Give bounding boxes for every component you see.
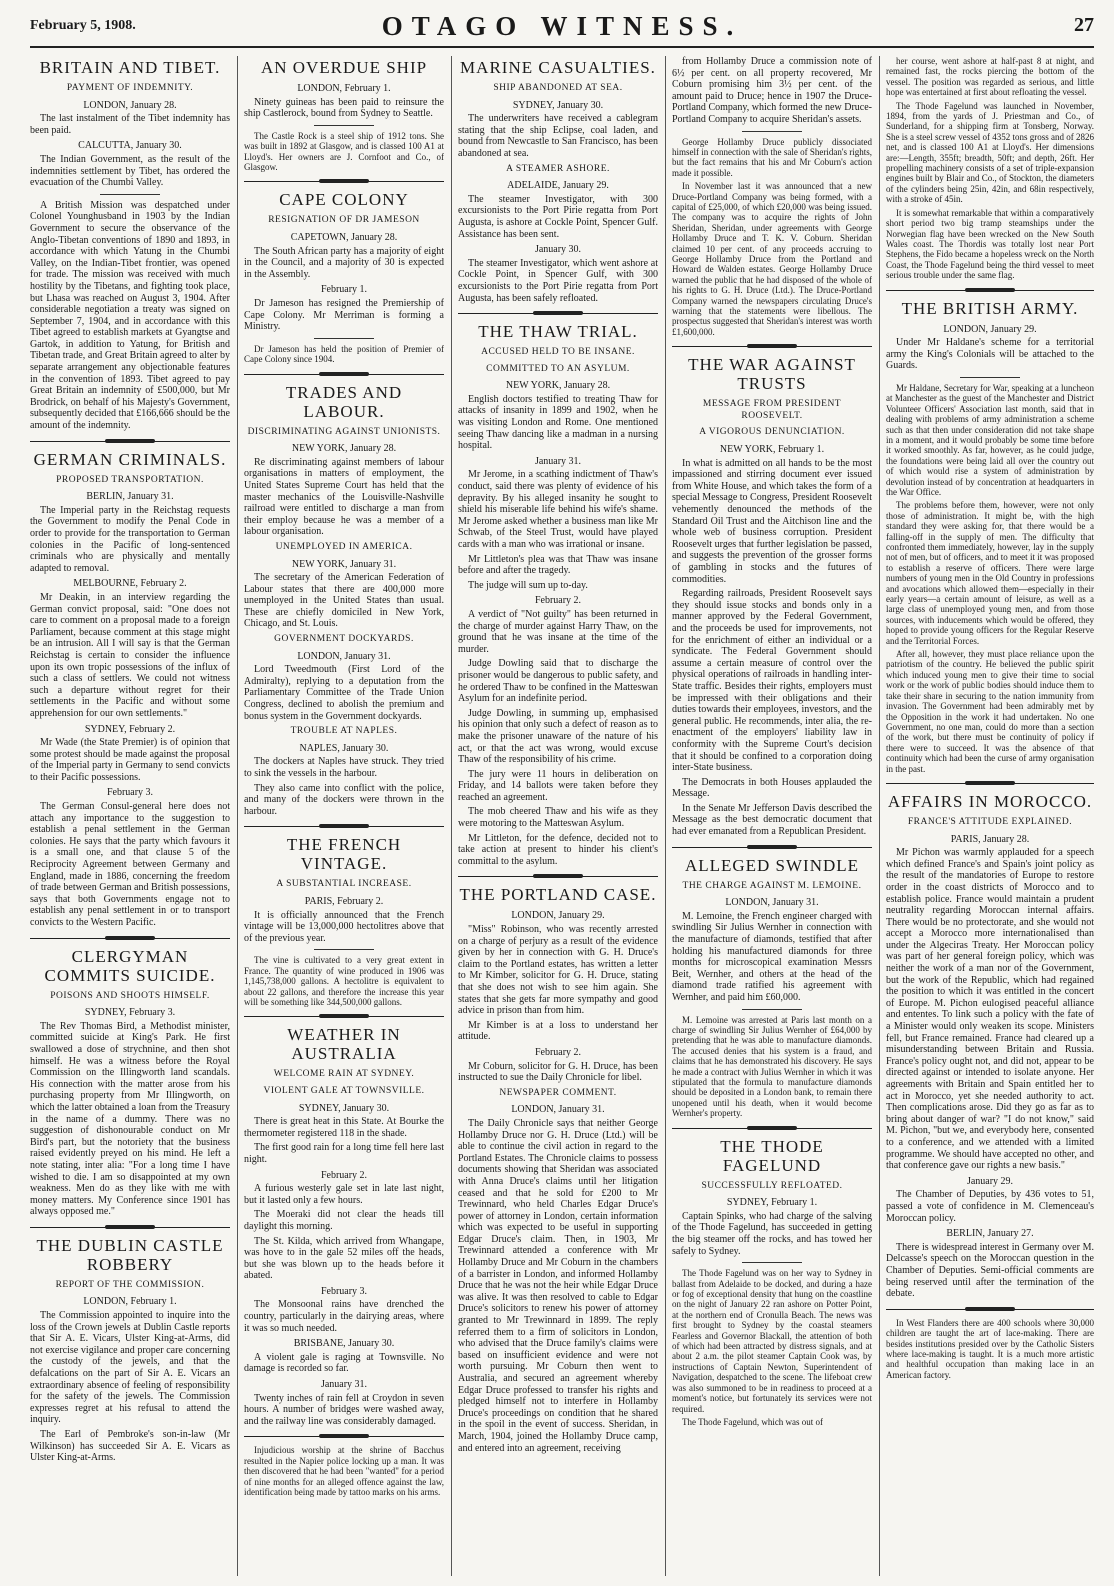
article-subheading: A STEAMER ASHORE. <box>506 163 610 174</box>
article-headline: CAPE COLONY <box>279 190 409 210</box>
article-headline: THE DUBLIN CASTLE ROBBERY <box>36 1235 224 1274</box>
article-paragraph: The South African party has a majority of eight in the Council, and a majority of 30 is expected in the Assembly. <box>244 245 444 280</box>
article-paragraph: In the Senate Mr Jefferson Davis described the Message as the best democratic document that had ever emanated from a Republican President. <box>672 802 872 838</box>
dateline: February 2. <box>534 595 582 607</box>
article-separator <box>244 826 444 827</box>
article-subheading: RESIGNATION OF DR JAMESON <box>268 215 420 226</box>
article-subheading: PAYMENT OF INDEMNITY. <box>66 83 194 93</box>
article-paragraph: Lord Tweedmouth (First Lord of the Admiralty), replying to a deputation from the Parliamentary Committee of the Trade Union Congress, declined to abolish the premium and bonus system in the Government dockyards. <box>244 664 444 722</box>
issue-date: February 5, 1908. <box>30 18 136 33</box>
article-headline: AN OVERDUE SHIP <box>260 58 428 77</box>
article-subheading: A VIGOROUS DENUNCIATION. <box>699 427 845 438</box>
article-subheading: COMMITTED TO AN ASYLUM. <box>486 363 630 374</box>
dateline: LONDON, January 31. <box>725 897 819 909</box>
article-headline: TRADES AND LABOUR. <box>285 382 403 421</box>
article-subheading: PROPOSED TRANSPORTATION. <box>56 474 204 485</box>
masthead <box>30 6 1094 48</box>
article-paragraph: The vine is cultivated to a very great extent in France. The quantity of wine produced in 1906 was 1,145,738,000 gallons. A hectolitre is equivalent to about 22 gallons, and therefore the increase this year will be something like 344,500,000 gallons. <box>244 955 444 1007</box>
dateline: SYDNEY, February 3. <box>84 1007 176 1019</box>
dateline: LONDON, January 31. <box>511 1104 605 1116</box>
article-paragraph: George Hollamby Druce publicly dissociated himself in connection with the sale of Sheridan's rights, but the fact remains that his and Mr Coburn's action made it possible. <box>672 136 872 178</box>
column-1 <box>30 56 230 1576</box>
short-rule <box>314 125 374 126</box>
article-paragraph: Mr Deakin, in an interview regarding the German convict proposal, said: "One does not care to comment on a proposal made to a foreign Parliament, because comment at this stage might be an intrusion. All I will say is that the German Reichstag is certain to consider the influence upon its own tropic possessions of the influx of such a class of settlers. We could not witness such a departure without regret for their settlements in the Pacific and without some apprehension for our own settlements." <box>30 591 230 719</box>
dateline: NEW YORK, February 1. <box>719 444 825 456</box>
article-headline: THE PORTLAND CASE. <box>459 885 657 905</box>
article-paragraph: The underwriters have received a cablegram stating that the ship Eclipse, coal laden, and bound from Newcastle to San Francisco, has been abandoned at sea. <box>458 113 658 159</box>
article-paragraph: The problems before them, however, were not only those of administration. It might be, with the high standard they were asking for, that there would be a falling-off in the supply of men. The difficulty that confronted them immediately, however, lay in the supply not of men, but of officers, and to meet it it was proposed to establish a reserve of officers. There were large numbers of young men in the Old Country in professions and avocations which allowed them—especially in their early years—a certain amount of leisure, as well as a large class of unemployed young men, and from those sources, with inducements which would be offered, they hoped to provide young officers for the Regular Reserve and the Territorial Forces. <box>886 500 1094 646</box>
article-paragraph: The Thode Fagelund was launched in November, 1894, from the yards of J. Priestman and Co., of Sunderland, for a shipping firm at Tonsberg, Norway. She is a steel screw vessel of 4352 tons gross and of 2826 net, and is classed 100 A1 at Lloyd's. Her dimensions are:—Length, 355ft; breadth, 50ft; and depth, 26ft. Her propelling machinery consists of a set of triple-expansion engines built by Blair and Co., of Stockton, the diameters of the cylinders being 25in, 42in, and 68in respectively, with a stroke of 45in. <box>886 100 1094 205</box>
article-paragraph: The Monsoonal rains have drenched the country, particularly in the dairying areas, where it was so much needed. <box>244 1299 444 1334</box>
dateline: February 2. <box>534 1046 582 1058</box>
newspaper-title: OTAGO WITNESS. <box>381 11 743 41</box>
article-paragraph: The Rev Thomas Bird, a Methodist minister, committed suicide at King's Park. He first swallowed a dose of strychnine, and then shot himself. He was a witness before the Royal Commission on the Illingworth land scandals. His connection with the matter arose from his purchasing property from Mr Illingworth, on which the latter obtained a loan from the Treasury in the name of a dummy. There was no suggestion of dishonourable conduct on Mr Bird's part, but the notoriety that the business raised evidently preyed on his mind. He left a note stating, inter alia: "For a long time I have wished to die. I am so disappointed at my own weakness. Men do as they like with me with money matters. My Conference since 1901 has always opposed me." <box>30 1020 230 1218</box>
article-paragraph: Dr Jameson has resigned the Premiership of Cape Colony. Mr Merriman is forming a Ministry. <box>244 297 444 333</box>
article-subheading: WELCOME RAIN AT SYDNEY. <box>273 1069 415 1080</box>
dateline: ADELAIDE, January 29. <box>507 180 609 192</box>
article-paragraph: It is somewhat remarkable that within a comparatively short period two big tramp steamships under the Norwegian flag have been wrecked on the New South Wales coast. The Thordis was totally lost near Port Stephens, the Fido became a hopeless wreck on the North Coast, the Thode Fagelund being the third vessel to meet serious trouble under the same flag. <box>886 207 1094 281</box>
article-subheading: MESSAGE FROM PRESIDENT ROOSEVELT. <box>702 399 842 421</box>
article-paragraph: Mr Haldane, Secretary for War, speaking at a luncheon at Manchester as the guest of the Manchester and District Volunteer Officers' Association last month, said that in dealing with problems of army administration a scheme such as that then under consideration did not take shape in a moment, and it would probably be some time before it worked smoothly. As far, however, as he could judge, the foundations were being laid all over the country out of which would rise a system of administration by devolution instead of by concentration at headquarters in the War Office. <box>886 382 1094 497</box>
dateline: January 30. <box>534 244 582 256</box>
article-subheading: ACCUSED HELD TO BE INSANE. <box>481 347 635 358</box>
article-separator <box>672 346 872 347</box>
article-paragraph: The Thode Fagelund was on her way to Sydney in ballast from Adelaide to be docked, and during a haze or fog of exceptional density that hung on the coastline on the night of January 22 ran ashore on Potter Point, at the northern end of Cronulla Beach. The news was first brought to Sydney by the coastal steamers Fearless and Governor Blackall, the attention of both of which had been attracted by distress signals, and at about 2 a.m. the pilot steamer Captain Cook was, by instructions of Captain Newton, Superintendent of Navigation, despatched to the scene. The lifeboat crew was also summoned to be in readiness to proceed at a moment's notice, but fortunately its services were not required. <box>672 1268 872 1414</box>
dateline: February 2. <box>320 1169 368 1181</box>
dateline: CAPETOWN, January 28. <box>290 232 398 243</box>
dateline: MELBOURNE, February 2. <box>73 578 187 590</box>
dateline: January 29. <box>966 1175 1014 1187</box>
article-paragraph: Mr Jerome, in a scathing indictment of Thaw's conduct, said there was plenty of evidence of his depravity. By his alleged insanity he sought to shield his miserable life behind his wife's shame. Mr Jerome asked whether a business man like Mr Schwab, of the Steel Trust, would have played cards with a man who was irrational or insane. <box>458 469 658 550</box>
article-paragraph: The St. Kilda, which arrived from Whangape, was hove to in the gale 52 miles off the heads, but she was blown up to the heads before it abated. <box>244 1235 444 1282</box>
article-paragraph: "Miss" Robinson, who was recently arrested on a charge of perjury as a result of the evidence given by her in connection with G. H. Druce's claim to the Portland estates, has written a letter to Mr Kimber, solicitor for G. H. Druce, stating that she does not wish to see him again. She states that she gets far more sympathy and good advice in prison than from him. <box>458 924 658 1017</box>
dateline: NAPLES, January 30. <box>299 742 389 754</box>
article-paragraph: The Commission appointed to inquire into the loss of the Crown jewels at Dublin Castle reports that Sir A. E. Vicars, Ulster King-at-Arms, did not exercise vigilance and proper care concerning the custody of the jewels, and that the defalcations on the part of Sir A. E. Vicars an extraordinary absence of feeling of responsibility for the safety of the jewels. The Commission expresses regret at his refusal to attend the inquiry. <box>30 1310 230 1426</box>
short-rule <box>314 949 374 950</box>
article-paragraph: There is great heat in this State. At Bourke the thermometer registered 118 in the shade. <box>244 1116 444 1139</box>
article-paragraph: Captain Spinks, who had charge of the salving of the Thode Fagelund, has succeeded in getting the big steamer off the rocks, and has towed her safely to Sydney. <box>672 1210 872 1257</box>
article-paragraph: The Imperial party in the Reichstag requests the Government to modify the Penal Code in order to provide for the transportation to German colonies in the Pacific of long-sentenced criminals who are physically and mentally adapted to removal. <box>30 504 230 574</box>
article-headline: GERMAN CRIMINALS. <box>33 449 227 469</box>
article-paragraph: The Earl of Pembroke's son-in-law (Mr Wilkinson) has succeeded Sir A. E. Vicars as Ulster King-at-Arms. <box>30 1429 230 1464</box>
article-paragraph: In West Flanders there are 400 schools where 30,000 children are taught the art of lace-making. There are besides institutions presided over by the Catholic Sisters where lace-making is taught. It is a much more artistic and healthful occupation than making lace in an American factory. <box>886 1317 1094 1380</box>
article-paragraph: Dr Jameson has held the position of Premier of Cape Colony since 1904. <box>244 343 444 365</box>
article-paragraph: M. Lemoine, the French engineer charged with swindling Sir Julius Wernher in connection with the manufacture of diamonds, testified that after holding his manufactured diamonds for three months for microscopical examination Messrs Beit, Wernher, and others at the head of the diamond trade ratified his agreement with Wernher, and paid him £60,000. <box>672 910 872 1003</box>
article-paragraph: Mr Pichon was warmly applauded for a speech which defined France's and Spain's joint policy as the result of the mandatories of Europe to restore order in the coast districts of Morocco and to establish police. France would maintain a prudent neutrality regarding Moroccan internal affairs. There would be no protectorate, and she would not accept a Morocco more internationalised than under the Algeciras Treaty. Her Moroccan policy was part of her general foreign policy, which was neither the work of a man nor of the Government, but the work of the Republic, which had regained the position to which it was entitled in the concert of Europe. M. Pichon eulogised peaceful alliance and ententes. To link such a policy with the fate of a Minister would only weaken its scope. Ministers fell, but France remained. France had cleared up a misunderstanding between Britain and Russia. France's policy ought not, and did not, appear to be directed against or intended to isolate anyone. Her agreements with Britain and Spain entitled her to act in Morocco, yet she needed authority to act. Then complications arose. Did they go as far as to bring about danger of war? "I do not know," said M. Pichon, "but we, and everybody here, consented to a conference, and we attended with a limited programme. We should have accepted no other, and that conference gave our rights a new basis." <box>886 847 1094 1172</box>
dateline: PARIS, January 28. <box>950 833 1030 845</box>
article-paragraph: The steamer Investigator, which went ashore at Cockle Point, in Spencer Gulf, with 300 excursionists to the Port Pirie regatta from Port Augusta, has been safely refloated. <box>458 257 658 304</box>
article-paragraph: Under Mr Haldane's scheme for a territorial army the King's Colonials will be attached to the Guards. <box>886 337 1094 372</box>
article-paragraph: It is officially announced that the French vintage will be 13,000,000 hectolitres above that of the previous year. <box>244 909 444 944</box>
dateline: January 31. <box>534 455 582 467</box>
article-paragraph: from Hollamby Druce a commission note of 6½ per cent. on all property recovered, Mr Coburn promising him 3½ per cent. of the amount paid to Druce; hence in 1907 the Druce-Portland Company, which formed the new Druce-Portland Company to acquire Sheridan's assets. <box>672 56 872 125</box>
article-paragraph: The steamer Investigator, with 300 excursionists to the Port Pirie regatta from Port Augusta, is ashore at Cockle Point, Spencer Gulf. Assistance has been sent. <box>458 193 658 240</box>
article-separator <box>458 313 658 314</box>
article-separator <box>244 374 444 375</box>
article-separator <box>30 1227 230 1228</box>
article-paragraph: There is widespread interest in Germany over M. Delcasse's speech on the Moroccan question in the Chamber of Deputies. Semi-official comments are being reserved until after the termination of the debate. <box>886 1241 1094 1300</box>
dateline: CALCUTTA, January 30. <box>78 140 182 152</box>
short-rule <box>742 131 802 132</box>
article-paragraph: The Moeraki did not clear the heads till daylight this morning. <box>244 1209 444 1232</box>
dateline: February 1. <box>320 284 368 296</box>
article-paragraph: Twenty inches of rain fell at Croydon in seven hours. A number of bridges were washed away, and the railway line was considerably damaged. <box>244 1392 444 1427</box>
article-paragraph: The Thode Fagelund, which was out of <box>682 1416 824 1427</box>
article-paragraph: The judge will sum up to-day. <box>468 579 588 591</box>
article-paragraph: The last instalment of the Tibet indemnity has been paid. <box>30 113 230 136</box>
dateline: BERLIN, January 27. <box>946 1228 1034 1240</box>
short-rule <box>960 377 1020 378</box>
article-paragraph: The Indian Government, as the result of the indemnities settlement by Tibet, has ordered the evacuation of the Chumbi Valley. <box>30 153 230 189</box>
article-paragraph: Judge Dowling, in summing up, emphasised his opinion that only such a defect of reason as to make the prisoner unaware of the nature of his act, or that the act was wrong, would excuse Thaw of the responsibility of his crime. <box>458 707 658 766</box>
article-subheading: POISONS AND SHOOTS HIMSELF. <box>50 990 210 1001</box>
article-paragraph: The jury were 11 hours in deliberation on Friday, and 14 ballots were taken before they reached an agreement. <box>458 768 658 803</box>
short-rule <box>100 194 160 195</box>
short-rule <box>314 338 374 339</box>
article-subheading: TROUBLE AT NAPLES. <box>290 726 398 737</box>
column-2 <box>244 56 444 1576</box>
article-paragraph: Judge Dowling said that to discharge the prisoner would be dangerous to public safety, and he ordered Thaw to be confined in the Matteswan Asylum for an indefinite period. <box>458 658 658 705</box>
article-subheading: GOVERNMENT DOCKYARDS. <box>274 634 414 645</box>
dateline: LONDON, January 31. <box>297 650 391 662</box>
article-subheading: SUCCESSFULLY REFLOATED. <box>701 1180 843 1191</box>
article-separator <box>886 1309 1094 1310</box>
article-headline: CLERGYMAN COMMITS SUICIDE. <box>44 946 216 985</box>
dateline: LONDON, February 1. <box>83 1296 177 1308</box>
article-paragraph: The Chamber of Deputies, by 436 votes to 51, passed a vote of confidence in M. Clemenceau's Moroccan policy. <box>886 1189 1094 1224</box>
article-paragraph: Ninety guineas has been paid to reinsure the ship Castlerock, bound from Sydney to Seattle. <box>244 96 444 120</box>
article-headline: THE WAR AGAINST TRUSTS <box>688 355 856 394</box>
article-subheading: NEWSPAPER COMMENT. <box>499 1087 617 1098</box>
page-number: 27 <box>1074 14 1094 36</box>
article-paragraph: The secretary of the American Federation of Labour states that there are 400,000 more unemployed in the United States than usual. These are chiefly domiciled in New York, Chicago, and St. Louis. <box>244 572 444 630</box>
article-headline: ALLEGED SWINDLE <box>684 855 860 875</box>
short-rule <box>742 1009 802 1010</box>
article-paragraph: The dockers at Naples have struck. They tried to sink the vessels in the harbour. <box>244 756 444 779</box>
article-paragraph: The mob cheered Thaw and his wife as they were motoring to the Matteswan Asylum. <box>458 806 658 830</box>
article-headline: BRITAIN AND TIBET. <box>39 58 221 77</box>
article-separator <box>672 1128 872 1129</box>
article-paragraph: Mr Littleton, for the defence, decided not to take action at present to hinder his client's committal to the asylum. <box>458 832 658 867</box>
article-subheading: THE CHARGE AGAINST M. LEMOINE. <box>682 880 862 891</box>
article-paragraph: A violent gale is raging at Townsville. No damage is recorded so far. <box>244 1351 444 1375</box>
column-3 <box>458 56 658 1576</box>
article-subheading: REPORT OF THE COMMISSION. <box>55 1279 205 1290</box>
article-paragraph: English doctors testified to treating Thaw for attacks of insanity in 1899 and 1902, when he was visiting London and Rome. One mentioned seeing Thaw dancing like a madman in a nursing hospital. <box>458 393 658 452</box>
dateline: BERLIN, January 31. <box>86 491 174 503</box>
article-headline: MARINE CASUALTIES. <box>460 58 656 77</box>
dateline: LONDON, January 29. <box>943 323 1037 335</box>
article-paragraph: A verdict of "Not guilty" has been returned in the charge of murder against Harry Thaw, on the ground that he was insane at the time of the murder. <box>458 608 658 655</box>
dateline: LONDON, January 29. <box>511 910 605 922</box>
column-5 <box>886 56 1094 1576</box>
article-separator <box>458 876 658 877</box>
article-separator <box>30 938 230 939</box>
dateline: LONDON, February 1. <box>297 83 391 94</box>
article-paragraph: Re discriminating against members of labour organisations in matters of employment, the United States Supreme Court has held that the master mechanics of the Louisville-Nashville railroad were entitled to discharge a man from their employ because he was a member of a labour organisation. <box>244 456 444 538</box>
dateline: SYDNEY, February 1. <box>726 1197 818 1209</box>
article-subheading: SHIP ABANDONED AT SEA. <box>493 83 623 93</box>
article-headline: THE FRENCH VINTAGE. <box>286 835 402 874</box>
article-paragraph: The Castle Rock is a steel ship of 1912 tons. She was built in 1892 at Glasgow, and is classed 100 A1 at Lloyd's. Her owners are J. Cornfoot and Co., of Glasgow. <box>244 130 444 172</box>
article-subheading: FRANCE'S ATTITUDE EXPLAINED. <box>907 816 1073 827</box>
article-paragraph: A British Mission was despatched under Colonel Younghusband in 1903 by the Indian Government to secure the observance of the Anglo-Tibetan conventions of 1890 and 1893, in accordance with which Yatung in the Chumbi Valley, on the Indian-Tibet frontier, was opened for trade. The mission was received with much hostility by the Tibetans, and fighting took place, but Lhasa was reached on August 3, 1904. After considerable negotiation a treaty was signed on September 7, 1904, and in accordance with this Tibet agreed to establish markets at Gyangtse and Gartok, in addition to Yatung, for British and Tibetan trade, and Great Britain agreed to alter by separate arrangement any objectionable features in the convention of 1893. Tibet agreed to pay Great Britain an indemnity of £500,000, but Mr Brodrick, on behalf of his Majesty's Government, subsequently decided that £166,666 should be the amount of the indemnity. <box>30 199 230 432</box>
article-separator <box>886 290 1094 291</box>
dateline: NEW YORK, January 28. <box>291 443 397 455</box>
article-paragraph: Injudicious worship at the shrine of Bacchus resulted in the Napier police locking up a man. It was then discovered that he had been "wanted" for a period of nine months for an alleged offence against the law, identification being made by tattoo marks on his arms. <box>244 1445 444 1498</box>
article-paragraph: M. Lemoine was arrested at Paris last month on a charge of swindling Sir Julius Wernher of £64,000 by pretending that he was able to manufacture diamonds. The accused denies that his system is a fraud, and claims that he has demonstrated his discovery. He says he made a contract with Julius Wernher in which it was stipulated that the formula to manufacture diamonds should be deposited in a London bank, to remain there unopened until his death, when it would become Wernher's property. <box>672 1014 872 1119</box>
article-paragraph: The first good rain for a long time fell here last night. <box>244 1142 444 1165</box>
dateline: NEW YORK, January 31. <box>291 558 397 570</box>
article-separator <box>672 847 872 848</box>
article-paragraph: Mr Wade (the State Premier) is of opinion that some protest should be made against the proposal of the Imperial party in Germany to send convicts to their Pacific possessions. <box>30 737 230 783</box>
article-paragraph: The Democrats in both Houses applauded the Message. <box>672 776 872 800</box>
article-headline: THE THODE FAGELUND <box>720 1136 824 1175</box>
article-paragraph: her course, went ashore at half-past 8 at night, and remained fast, the rocks piercing the bottom of the vessel. The position was regarded as serious, and little hope was entertained at first about refloating the vessel. <box>886 56 1094 98</box>
columns-container <box>30 56 1094 1576</box>
article-separator <box>886 783 1094 784</box>
dateline: January 31. <box>320 1379 368 1391</box>
dateline: BRISBANE, January 30. <box>293 1338 395 1350</box>
article-paragraph: The Daily Chronicle says that neither George Hollamby Druce nor G. H. Druce (Ltd.) will be able to continue the civil action in regard to the Portland Estates. The Chronicle claims to possess documents showing that Sheridan was associated with Anna Druce's claims until her litigation ceased and that he sold for £200 to Mr Trewinnard, who held Charles Edgar Druce's power of attorney in London, certain information which was expected to be useful in supporting Edgar Druce's claim. Then, in 1903, Mr Trewinnard attended a conference with Mr Hollamby Druce and Mr Coburn in the chambers of a barrister in London, and informed Hollamby Druce that he was not the heir while Edgar Druce was alive. It was then resolved to cable to Edgar Druce's solicitors to renew his power of attorney granted to Mr Trewinnard in 1899. The reply referred them to a firm of solicitors in London, who advised that the Druce family's claims were based on insufficient evidence and were not worth pursuing. Mr Coburn then went to Australia, and secured an agreement whereby Edgar Druce professed to transfer his rights and pledged himself not to interfere in Hollamby Druce's proceedings on condition that he shared in the spoil in the event of success. Sheridan, in March, 1904, joined the Hollamby Druce camp, and entered into an agreement, receiving <box>458 1117 658 1454</box>
dateline: February 3. <box>106 787 154 799</box>
article-paragraph: Mr Kimber is at a loss to understand her attitude. <box>458 1019 658 1043</box>
article-paragraph: The German Consul-general here does not attach any importance to the suggestion to establish a penal settlement in the German colonies. He says that the party which favours it is a small one, and that clause 5 of the Reciprocity Agreement between Germany and England, made in 1886, concerning the freedom of trade between German and British possessions, says that both Governments engage not to establish any penal settlement in or to transport convicts to the Western Pacific. <box>30 801 230 928</box>
article-headline: THE THAW TRIAL. <box>478 322 638 342</box>
dateline: LONDON, January 28. <box>83 99 177 111</box>
article-paragraph: In November last it was announced that a new Druce-Portland Company was being formed, with a capital of £25,000, of which £20,000 was being issued. The company was to acquire the rights of John Sheridan, Sheridan, under agreements with George Hollamby Druce and T. K. V. Coburn. Sheridan claimed 10 per cent. of any proceeds accruing to George Hollamby Druce from the Portland and Howard de Walden estates. George Hollamby Druce warned the public that he had disposed of the whole of his rights to G. H. Druce (Ltd.). The Druce-Portland Company warned the newspapers circulating Druce's warning that the statements were libellous. The prospectus suggested that Sheridan's interest was worth £1,600,000. <box>672 181 872 337</box>
article-paragraph: After all, however, they must place reliance upon the patriotism of the country. He believed the public spirit which induced young men to give their time to social work or the work of public bodies should induce them to take their share in securing to the nation immunity from invasion. The Government had been admirably met by the Opposition in the work it had undertaken. No one Government, no one man, could do more than a section of the work, but there must be continuity of policy if there were to succeed. It was the absence of that continuity which had been the curse of army organisation in the past. <box>886 649 1094 774</box>
article-paragraph: In what is admitted on all hands to be the most impassioned and stirring document ever issued from White House, and which takes the form of a special Message to Congress, President Roosevelt vehemently denounced the methods of the Standard Oil Trust and the Aitchison line and the whole web of business corruption. President Roosevelt urges that further legislation be passed, and suggests the prevention of the grosser forms of gambling in stocks and the futures of commodities. <box>672 457 872 585</box>
article-subheading: DISCRIMINATING AGAINST UNIONISTS. <box>247 426 441 437</box>
article-subheading: VIOLENT GALE AT TOWNSVILLE. <box>263 1085 425 1096</box>
article-paragraph: They also came into conflict with the police, and many of the dockers were thrown in the harbour. <box>244 782 444 817</box>
article-separator <box>244 1016 444 1017</box>
article-separator <box>244 181 444 182</box>
dateline: SYDNEY, February 2. <box>84 723 176 735</box>
article-headline: AFFAIRS IN MOROCCO. <box>887 791 1093 811</box>
article-subheading: A SUBSTANTIAL INCREASE. <box>276 879 412 890</box>
article-paragraph: Mr Littleton's plea was that Thaw was insane before and after the tragedy. <box>458 553 658 577</box>
dateline: SYDNEY, January 30. <box>298 1102 390 1114</box>
article-paragraph: Regarding railroads, President Roosevelt says they should issue stocks and bonds only in a manner approved by the Federal Government, and the proceeds be used for improvements, not for the enrichment of either an individual or a syndicate. The Federal Government should assume a certain measure of control over the physical operations of railroads in handling inter-State traffic. Besides their rights, employers must be impressed with their obligations and their duties towards their employees, investors, and the general public. He recommends, inter alia, the re-enactment of the employers' liability law in conformity with the Supreme Court's decision that it should be confined to a corporation doing inter-State business. <box>672 588 872 774</box>
article-headline: THE BRITISH ARMY. <box>901 298 1079 318</box>
article-paragraph: Mr Coburn, solicitor for G. H. Druce, has been instructed to sue the Daily Chronicle for libel. <box>458 1060 658 1084</box>
article-separator <box>30 441 230 442</box>
dateline: PARIS, February 2. <box>304 895 384 907</box>
short-rule <box>742 1262 802 1263</box>
dateline: SYDNEY, January 30. <box>512 99 604 111</box>
article-paragraph: A furious westerly gale set in late last night, but it lasted only a few hours. <box>244 1183 444 1206</box>
dateline: February 3. <box>320 1285 368 1297</box>
column-4 <box>672 56 872 1576</box>
article-headline: WEATHER IN AUSTRALIA <box>287 1025 401 1064</box>
article-subheading: UNEMPLOYED IN AMERICA. <box>275 541 413 552</box>
dateline: NEW YORK, January 28. <box>505 380 611 392</box>
article-separator <box>244 1436 444 1437</box>
